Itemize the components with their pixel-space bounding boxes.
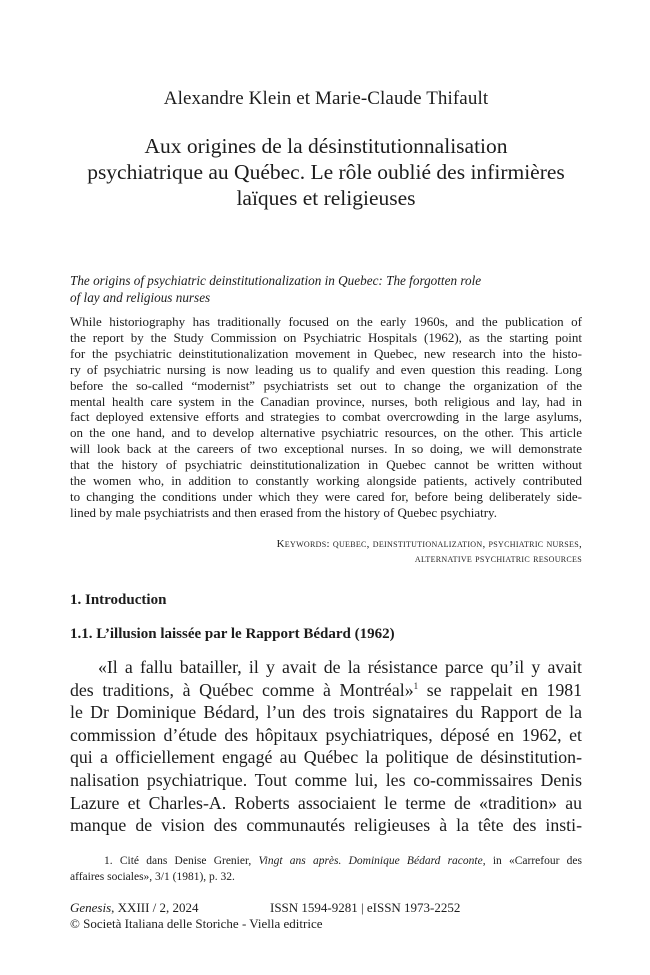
abstract [70, 314, 582, 521]
article-title [70, 133, 582, 211]
abstract-line: to changing the conditions under which they were cared for, before being deliberately side- [70, 488, 582, 504]
abstract-line: While historiography has traditionally focused on the early 1960s, and the publication of [70, 314, 582, 329]
abstract-line: for the psychiatric deinstitutionalization movement in Quebec, new research into the histo- [70, 345, 582, 361]
body-line: Lazure et Charles-A. Roberts associaient le terme de «tradition» au [70, 792, 582, 813]
body-line: commission d’étude des hôpitaux psychiatriques, déposé en 1962, et [70, 724, 582, 745]
footnote-line [70, 853, 582, 869]
section-heading: 1. Introduction [70, 592, 167, 608]
copyright: © Società Italiana delle Storiche - Viella editrice [70, 916, 323, 931]
footnote-line: affaires sociales», 3/1 (1981), p. 32. [70, 871, 235, 883]
subsection-heading: 1.1. L’illusion laissée par le Rapport Bédard (1962) [70, 626, 395, 642]
body-line: qui a officiellement engagé au Québec la politique de désinstitution- [70, 747, 582, 768]
body-line [70, 679, 582, 702]
abstract-line: fact deployed extensive efforts and strategies to combat overcrowding in the large asylums, [70, 409, 582, 425]
issn: ISSN 1594-9281 | eISSN 1973-2252 [270, 900, 461, 915]
journal-issue: , XXIII / 2, 2024 [111, 900, 199, 915]
journal-citation [70, 900, 270, 916]
keywords-line: Keywords: quebec, deinstitutionalization, psychiatric nurses, [276, 538, 582, 550]
abstract-line: before the so-called “modernist” psychiatrists set out to change the organization of the [70, 377, 582, 393]
abstract-line: the women who, in addition to constantly working alongside patients, actively contributed [70, 473, 582, 489]
abstract-line: the report by the Study Commission on Psychiatric Hospitals (1962), as the starting point [70, 329, 582, 345]
footnote-reference[interactable]: 1 [413, 680, 419, 691]
footnote-title: Vingt ans après. Dominique Bédard raconte [258, 855, 483, 867]
english-title-line: The origins of psychiatric deinstitutionalization in Quebec: The forgotten role [70, 273, 482, 288]
abstract-line: lined by male psychiatrists and then erased from the history of Quebec psychiatry. [70, 504, 497, 520]
body-line: nalisation psychiatrique. Tout comme lui, les co-commissaires Denis [70, 769, 582, 790]
journal-name: Genesis [70, 900, 112, 915]
body-text [70, 656, 582, 837]
abstract-line: that the history of psychiatric deinstitutionalization in Quebec cannot be written without [70, 457, 582, 473]
body-line: «Il a fallu batailler, il y avait de la résistance parce qu’il y avait [98, 657, 582, 677]
keywords [70, 537, 582, 567]
abstract-line: mental health care system in the Canadian province, nurses, both religious and lay, had in [70, 393, 582, 409]
body-line: manque de vision des communautés religieuses à la tête des insti- [70, 815, 582, 836]
page-footer [70, 900, 582, 932]
footnote [70, 853, 582, 885]
footnote-prefix: 1. Cité dans Denise Grenier, [104, 855, 259, 867]
footnote-suffix: , in «Carrefour des [482, 855, 582, 867]
body-line-text: des traditions, à Québec comme à Montréal» [70, 679, 414, 700]
english-title-line: of lay and religious nurses [70, 290, 211, 305]
body-line-text: se rappelait en 1981 [418, 679, 582, 700]
title-line: psychiatrique au Québec. Le rôle oublié des infirmières [87, 160, 565, 184]
abstract-line: ry of psychiatric nursing is now leading us to qualify and even question this reading. Long [70, 361, 582, 377]
title-line: laïques et religieuses [236, 186, 416, 210]
abstract-line: on the one hand, and to develop alternative psychiatric resources, on the other. This article [70, 425, 582, 441]
keywords-line: alternative psychiatric resources [414, 553, 582, 565]
title-line: Aux origines de la désinstitutionnalisation [144, 134, 508, 158]
article-authors: Alexandre Klein et Marie-Claude Thifault [163, 88, 489, 109]
english-title [70, 272, 582, 306]
abstract-line: will look back at the careers of two exceptional nurses. In so doing, we will demonstrate [70, 441, 582, 457]
body-line: le Dr Dominique Bédard, l’un des trois signataires du Rapport de la [70, 702, 582, 723]
